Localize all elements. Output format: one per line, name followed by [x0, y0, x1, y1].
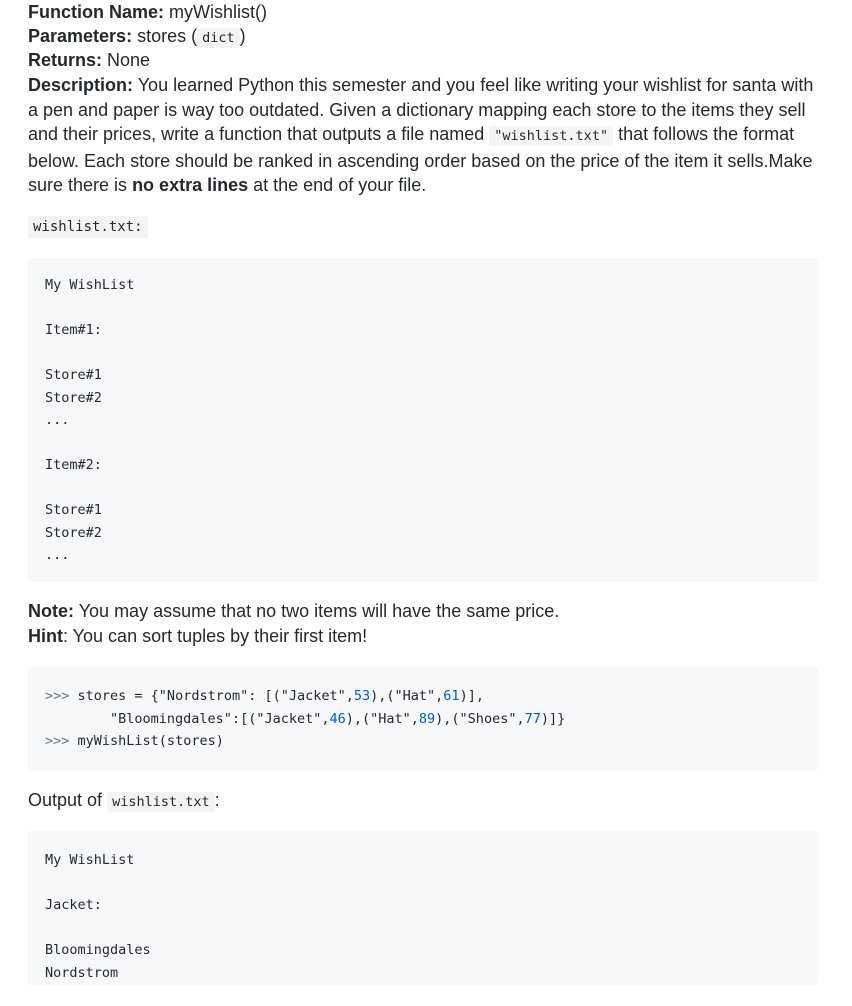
format-line: [45, 477, 801, 500]
output-label-line: [28, 788, 220, 815]
returns-line: [28, 48, 150, 73]
output-colon: :: [214, 790, 220, 810]
example-line-2: [45, 708, 801, 731]
code-text: myWishList(stores): [77, 733, 224, 749]
output-filename: wishlist.txt: [107, 792, 215, 812]
format-line: Store#2: [45, 524, 102, 541]
parameters-label: Parameters:: [28, 26, 133, 46]
output-line: Bloomingdales: [45, 942, 151, 958]
parameters-line: [28, 24, 246, 51]
code-text: )],: [459, 688, 484, 704]
output-line: [45, 872, 801, 895]
returns-label: Returns:: [28, 50, 103, 70]
output-code-block: [28, 831, 818, 985]
code-number: 89: [418, 710, 436, 727]
note-label: Note:: [28, 601, 74, 621]
hint-line: [28, 624, 367, 649]
code-text: ),("Shoes",: [435, 710, 525, 727]
format-label-wrap: [28, 218, 148, 236]
parameters-type: dict: [197, 28, 240, 48]
format-code-block: [28, 258, 818, 582]
output-line: My WishList: [45, 852, 135, 868]
format-line: Item#1:: [45, 322, 102, 338]
format-label: wishlist.txt:: [28, 216, 148, 238]
code-text: ),("Hat",: [370, 688, 444, 704]
prompt-marker: >>>: [45, 688, 70, 704]
code-number: 61: [443, 688, 460, 704]
format-line: ...: [45, 547, 70, 563]
parameters-value: stores: [137, 26, 187, 46]
description-paragraph: [28, 73, 818, 198]
format-line: [45, 432, 801, 455]
code-text: ),("Hat",: [345, 710, 419, 727]
description-text-1: You learned Python this semester and you feel like writing your wishlist for santa with a pen and paper is way too outdated. Given a dictionary mapping each store to the items they sell and their prices, write a function that outputs a file named: [28, 75, 814, 144]
code-number: 53: [353, 688, 371, 704]
example-line-3: [45, 730, 801, 753]
function-name-label: Function Name:: [28, 2, 165, 22]
format-line: My WishList: [45, 277, 135, 293]
prompt-marker: >>>: [45, 733, 70, 749]
code-number: 77: [524, 710, 541, 727]
function-name-value: myWishlist(): [169, 2, 268, 22]
output-label: Output of: [28, 790, 103, 810]
description-filename: "wishlist.txt": [489, 126, 613, 146]
code-text: "Bloomingdales":[("Jacket",: [45, 710, 330, 727]
output-line: [45, 917, 801, 940]
format-line: [45, 342, 801, 365]
format-line: Store#2: [45, 389, 102, 406]
example-line-1: [45, 685, 801, 708]
code-number: 46: [329, 710, 346, 727]
hint-text: : You can sort tuples by their first item!: [63, 626, 368, 646]
description-emphasis: no extra lines: [132, 175, 249, 195]
example-code-block: [28, 667, 818, 770]
function-name-line: [28, 0, 267, 25]
note-text: You may assume that no two items will have the same price.: [78, 601, 560, 621]
output-line: Nordstrom: [45, 964, 119, 981]
parameters-close-paren: ): [239, 26, 246, 46]
parameters-open-paren: (: [191, 26, 198, 46]
format-line: Store#1: [45, 502, 102, 518]
format-line: ...: [45, 412, 70, 428]
code-text: stores = {"Nordstrom": [("Jacket",: [77, 688, 354, 704]
hint-label: Hint: [28, 626, 63, 646]
returns-value: None: [107, 50, 151, 70]
format-line: [45, 297, 801, 320]
format-line: Store#1: [45, 367, 102, 383]
description-label: Description:: [28, 75, 134, 95]
note-line: [28, 599, 559, 624]
description-text-2: that follows the format below. Each store should be ranked in ascending order based on the price of the item it sells.Make sure there is: [28, 124, 813, 195]
code-text: )]}: [540, 710, 566, 727]
description-text-3: at the end of your file.: [253, 175, 427, 195]
output-line: Jacket:: [45, 897, 102, 913]
format-line: Item#2:: [45, 457, 102, 473]
